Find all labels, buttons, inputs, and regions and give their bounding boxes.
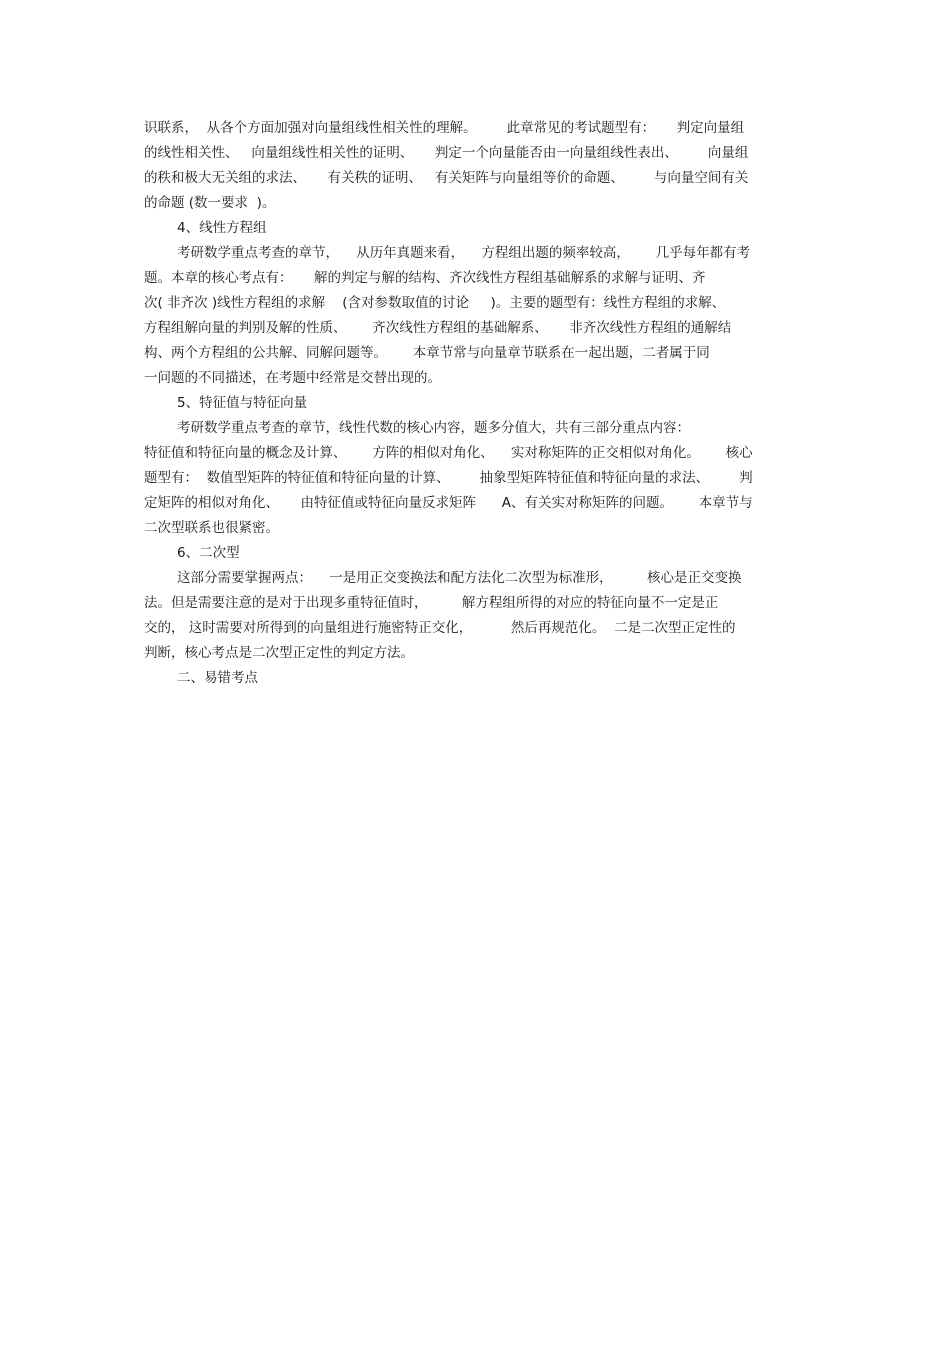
text-line: 题型有： 数值型矩阵的特征值和特征向量的计算、 抽象型矩阵特征值和特征向量的求法、 判 (144, 470, 753, 486)
text-line: 构、两个方程组的公共解、同解问题等。 本章节常与向量章节联系在一起出题，二者属于同 (144, 345, 710, 361)
text-line: 方程组解向量的判别及解的性质、 齐次线性方程组的基础解系、 非齐次线性方程组的通解结 (144, 320, 732, 336)
text-line: 特征值和特征向量的概念及计算、 方阵的相似对角化、 实对称矩阵的正交相似对角化。 核心 (144, 445, 753, 461)
text-line: 次( 非齐次 )线性方程组的求解 (含对参数取值的讨论 )。主要的题型有：线性方程组的求解、 (144, 295, 726, 311)
section-heading-linear-equations: 4、线性方程组 (177, 220, 267, 236)
text-line: 交的， 这时需要对所得到的向量组进行施密特正交化， 然后再规范化。 二是二次型正定性的 (144, 620, 736, 636)
text-line: 法。但是需要注意的是对于出现多重特征值时， 解方程组所得的对应的特征向量不一定是正 (144, 595, 719, 611)
section-heading-quadratic-forms: 6、二次型 (177, 545, 240, 561)
section-heading-error-prone-points: 二、易错考点 (177, 670, 258, 686)
paragraph-first-line: 这部分需要掌握两点： 一是用正交变换法和配方法化二次型为标准形， 核心是正交变换 (177, 570, 742, 586)
paragraph-first-line: 考研数学重点考查的章节， 从历年真题来看， 方程组出题的频率较高， 几乎每年都有考 (177, 245, 751, 261)
text-line: 的命题 (数一要求 )。 (144, 195, 276, 211)
text-line: 一问题的不同描述，在考题中经常是交替出现的。 (144, 370, 441, 386)
text-line: 判断，核心考点是二次型正定性的判定方法。 (144, 645, 414, 661)
text-line: 题。本章的核心考点有： 解的判定与解的结构、齐次线性方程组基础解系的求解与证明、齐 (144, 270, 706, 286)
paragraph-first-line: 考研数学重点考查的章节，线性代数的核心内容，题多分值大，共有三部分重点内容： (177, 420, 690, 436)
text-line: 识联系， 从各个方面加强对向量组线性相关性的理解。 此章常见的考试题型有： 判定向量组 (144, 120, 745, 136)
text-line: 的线性相关性、 向量组线性相关性的证明、 判定一个向量能否由一向量组线性表出、 向量组 (144, 145, 749, 161)
document-body (144, 116, 806, 691)
section-heading-eigenvalues: 5、特征值与特征向量 (177, 395, 308, 411)
text-line: 定矩阵的相似对角化、 由特征值或特征向量反求矩阵 A、有关实对称矩阵的问题。 本章节与 (144, 495, 753, 511)
text-line: 二次型联系也很紧密。 (144, 520, 279, 536)
text-line: 的秩和极大无关组的求法、 有关秩的证明、 有关矩阵与向量组等价的命题、 与向量空间有关 (144, 170, 749, 186)
